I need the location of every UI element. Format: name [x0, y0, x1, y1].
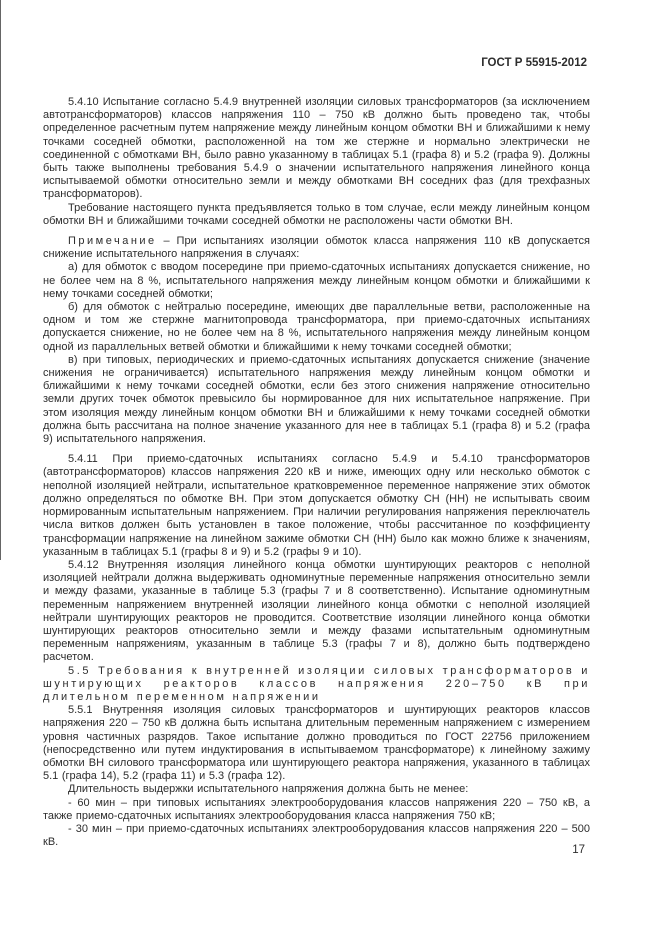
note-label: Примечание: [68, 235, 157, 248]
left-edge-scan-artifact: [0, 0, 1, 560]
paragraph-requirement: Требование настоящего пункта предъявляется только в том случае, если между линейным концом обмотки ВН и ближайшими точками соседней обмотки не расположены части обмотки ВН.: [43, 201, 590, 227]
list-item-60min: - 60 мин – при типовых испытаниях электрооборудования классов напряжения 220 – 750 кВ, а также приемо-сдаточных испытаниях электрооборудования класса напряжения 750 кВ;: [43, 796, 590, 822]
note-item-b: б) для обмоток с нейтралью посередине, имеющих две параллельные ветви, расположенные на одном и том же стержне магнитопровода трансформатора, при приемо-сдаточных испытаниях допускается снижение, но не более чем на 8 %, испытательного напряжения между линейным концом одной из параллельных ветвей обмотки и ближайшими к нему точками соседней обмотки;: [43, 301, 590, 353]
note-intro: [43, 235, 590, 261]
paragraph-5-5-1: 5.5.1 Внутренняя изоляция силовых трансформаторов и шунтирующих реакторов классов напряжения 220 – 750 кВ должна быть испытана длительным переменным напряжением с измерением уровня частичных разрядов. Такое испытание должно проводиться по ГОСТ 22756 приложением (непосредственно или путем индуктирования в испытываемом трансформаторе) к линейному зажиму обмотки ВН силового трансформатора или шунтирующего реактора напряжения, указанного в таблицах 5.1 (графа 14), 5.2 (графа 11) и 5.3 (графа 12).: [43, 704, 590, 783]
standard-code-header: ГОСТ Р 55915-2012: [481, 57, 587, 69]
list-item-30min: - 30 мин – при приемо-сдаточных испытаниях электрооборудования классов напряжения 220 – 500 кВ.: [43, 822, 590, 849]
note-item-v: в) при типовых, периодических и приемо-сдаточных испытаниях допускается снижение (значение снижения не ограничивается) испытательного напряжения между линейным концом обмотки и ближайшими к нему точками соседней обмотки, если без этого снижения напряжение относительно земли других точек обмоток превысило бы нормированное для них испытательное напряжение. При этом изоляция между линейным концом обмотки ВН и ближайшими к нему точками соседней обмотки должна быть рассчитана на полное значение указанного для нее в таблицах 5.1 (графа 8) и 5.2 (графа 9) испытательного напряжения.: [43, 353, 590, 446]
paragraph-duration: Длительность выдержки испытательного напряжения должна быть не менее:: [68, 783, 469, 796]
section-heading-5-5: 5.5 Требования к внутренней изоляции силовых трансформаторов и шунтирующих реакторов классов напряжения 220–750 кВ при длительном переменном напряжении: [43, 664, 590, 703]
paragraph-5-4-12: 5.4.12 Внутренняя изоляция линейного конца обмотки шунтирующих реакторов с неполной изоляцией нейтрали должна выдерживать одноминутные переменные напряжения относительно земли и между фазами, указанные в таблице 5.3 (графы 7 и 8 соответственно). Испытание одноминутным переменным напряжением внутренней изоляции линейного конца обмотки с неполной изоляцией нейтрали шунтирующих реакторов не проводится. Соответствие изоляции линейного конца обмотки шунтирующих реакторов относительно земли и между фазами испытательным одноминутным переменным напряжениям, указанным в таблице 5.3 (графы 7 и 8), должно быть подтверждено расчетом.: [43, 558, 590, 664]
paragraph-5-4-10: 5.4.10 Испытание согласно 5.4.9 внутренней изоляции силовых трансформаторов (за исключением автотрансформаторов) классов напряжения 110 – 750 кВ должно быть проведено так, чтобы определенное расчетным путем напряжение между линейным концом обмотки ВН и ближайшими к нему точками соседней обмотки, расположенной на том же стержне и нормально электрически не соединенной с обмотками ВН, было равно указанному в таблицах 5.1 (графа 8) и 5.2 (графа 9). Должны быть также выполнены требования 5.4.9 о значении испытательного напряжения линейного конца испытываемой обмотки относительно земли и между обмотками ВН соседних фаз (для трехфазных трансформаторов).: [43, 96, 590, 201]
paragraph-5-4-11: 5.4.11 При приемо-сдаточных испытаниях согласно 5.4.9 и 5.4.10 трансформаторов (автотрансформаторов) классов напряжения 220 кВ и ниже, имеющих одну или несколько обмоток с неполной изоляцией нейтрали, испытательное кратковременное переменное напряжение этих обмоток должно определяться по обмотке ВН. При этом допускается обмотку СН (НН) не испытывать своим нормированным испытательным напряжением. При наличии регулирования напряжения переключатель числа витков должен быть установлен в такое положение, чтобы рассчитанное по коэффициенту трансформации напряжение на линейном зажиме обмотки СН (НН) было как можно ближе к значениям, указанным в таблицах 5.1 (графы 8 и 9) и 5.2 (графы 9 и 10).: [43, 453, 590, 558]
note-item-a: а) для обмоток с вводом посередине при приемо-сдаточных испытаниях допускается снижение, но не более чем на 8 %, испытательного напряжения между линейным концом обмотки и ближайшими к нему точками соседней обмотки;: [43, 261, 590, 300]
page-number: 17: [572, 844, 585, 856]
note-intro-text: – При испытаниях изоляции обмоток класса напряжения 110 кВ допускается снижение испытательного напряжения в случаях:: [43, 235, 590, 261]
text-column: [43, 56, 590, 849]
note-block: [43, 235, 590, 446]
